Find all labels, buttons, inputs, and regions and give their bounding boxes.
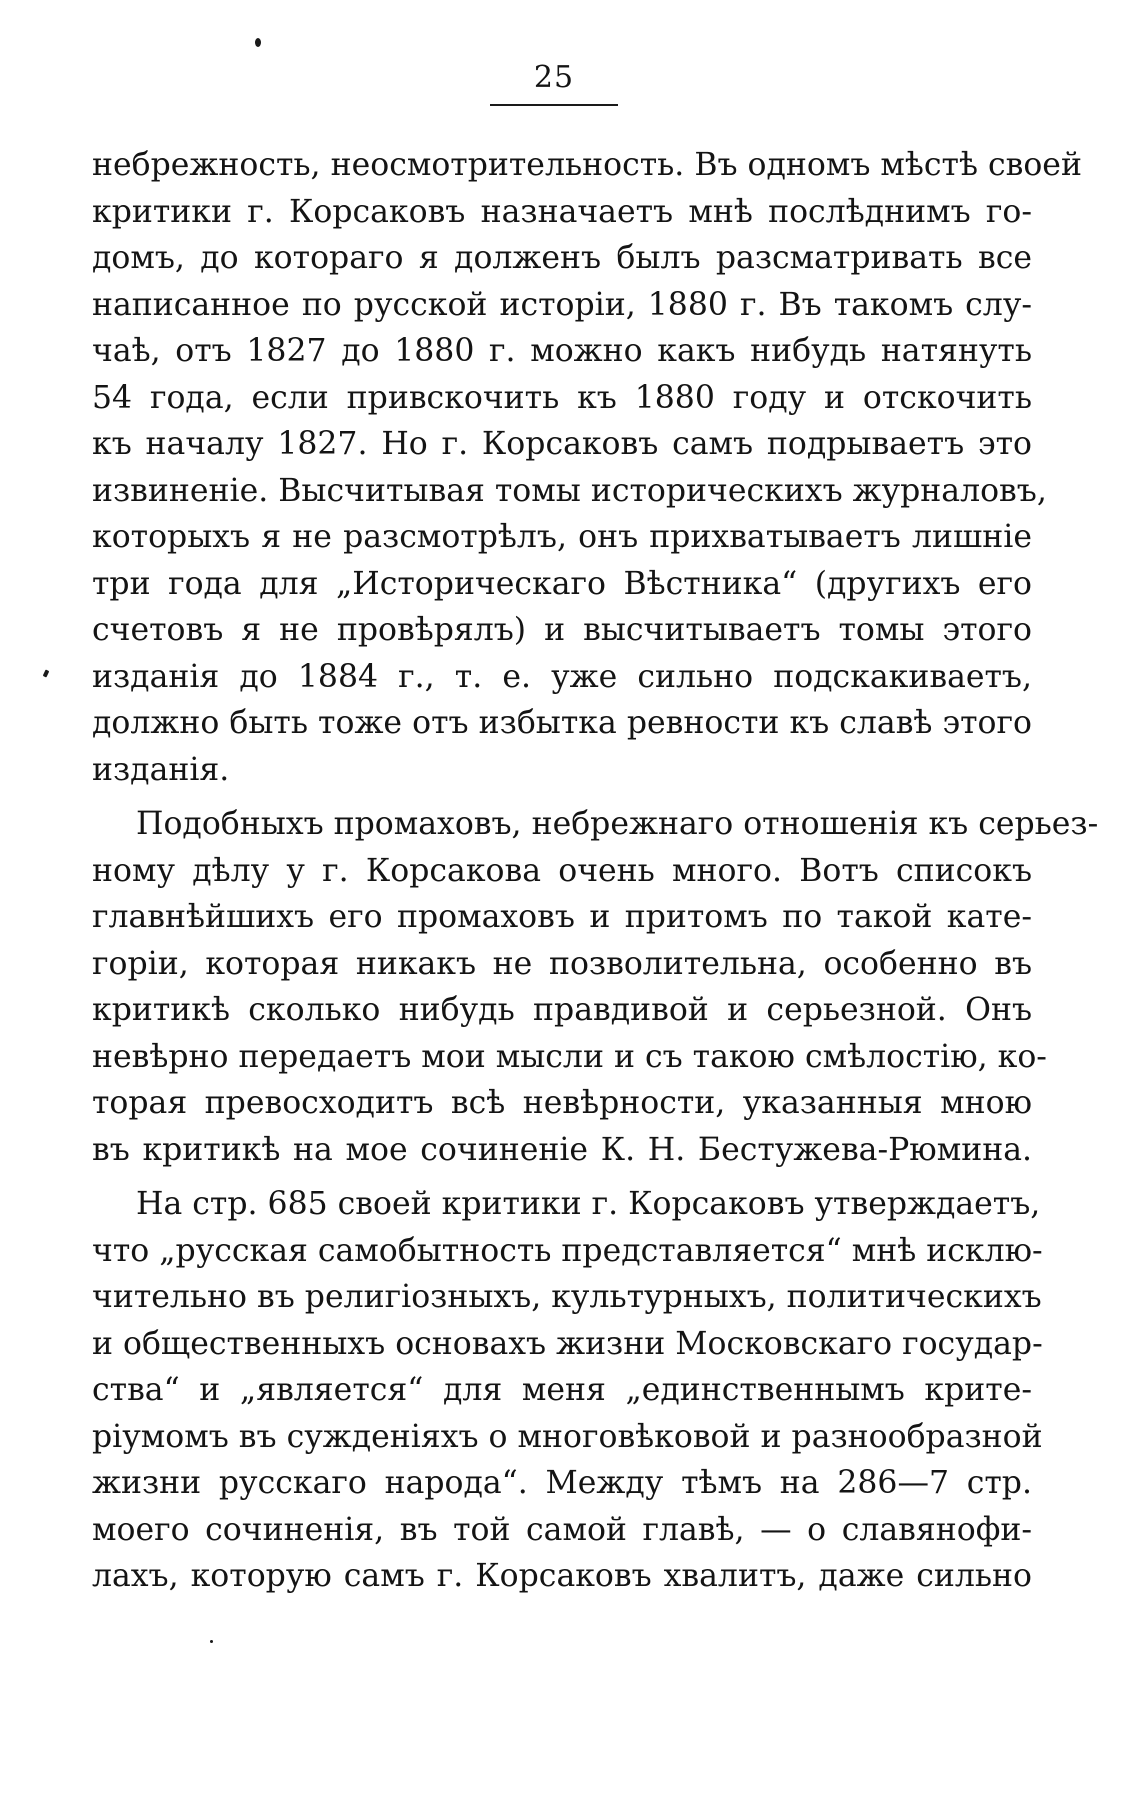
text-line: три года для „Историческаго Вѣстника“ (другихъ его — [92, 565, 1032, 602]
text-line: небрежность, неосмотрительность. Въ одномъ мѣстѣ своей — [92, 147, 1082, 183]
text-line: лахъ, которую самъ г. Корсаковъ хвалитъ, даже сильно — [92, 1558, 1032, 1594]
text-line: ріумомъ въ сужденіяхъ о многовѣковой и разнообразной — [92, 1418, 1043, 1455]
text-line: должно быть тоже отъ избытка ревности къ славѣ этого — [92, 705, 1032, 741]
text-line: написанное по русской исторіи, 1880 г. Въ такомъ слу- — [92, 286, 1032, 323]
text-line: критикѣ сколько нибудь правдивой и серьезной. Онъ — [92, 992, 1032, 1028]
text-line: главнѣйшихъ его промаховъ и притомъ по такой кате- — [92, 899, 1032, 935]
text-line: ства“ и „является“ для меня „единственнымъ крите- — [92, 1372, 1032, 1408]
text-line: ному дѣлу у г. Корсакова очень много. Вотъ списокъ — [92, 852, 1032, 889]
text-line: критики г. Корсаковъ назначаетъ мнѣ послѣднимъ го- — [92, 193, 1032, 230]
body-text — [92, 142, 1099, 1600]
text-line: На стр. 685 своей критики г. Корсаковъ утверждаетъ, — [136, 1186, 1041, 1222]
paragraph-gap — [92, 1173, 1032, 1181]
text-line: счетовъ я не провѣрялъ) и высчитываетъ томы этого — [92, 612, 1032, 648]
print-speck — [255, 38, 261, 47]
text-line: изданія до 1884 г., т. е. уже сильно подскакиваетъ, — [92, 658, 1032, 695]
page-number-rule — [490, 104, 618, 106]
paragraph — [92, 801, 1099, 1173]
text-line: домъ, до котораго я долженъ былъ разсматривать все — [92, 240, 1032, 276]
print-speck — [210, 1640, 213, 1643]
paragraph — [92, 142, 1082, 793]
text-line: Подобныхъ промаховъ, небрежнаго отношенія къ серьез- — [136, 806, 1099, 842]
text-line: чаѣ, отъ 1827 до 1880 г. можно какъ нибудь натянуть — [92, 333, 1032, 369]
text-line: изданія. — [92, 751, 230, 788]
text-line: къ началу 1827. Но г. Корсаковъ самъ подрываетъ это — [92, 426, 1032, 462]
text-line: которыхъ я не разсмотрѣлъ, онъ прихватываетъ лишніе — [92, 519, 1032, 555]
print-speck — [43, 669, 50, 677]
text-line: горіи, которая никакъ не позволительна, особенно въ — [92, 945, 1032, 982]
text-line: извиненіе. Высчитывая томы историческихъ журналовъ, — [92, 472, 1047, 509]
text-line: что „русская самобытность представляется“ мнѣ исклю- — [92, 1232, 1043, 1269]
paragraph — [92, 1181, 1043, 1600]
paragraph-gap — [92, 793, 1032, 801]
text-line: жизни русскаго народа“. Между тѣмъ на 286—7 стр. — [92, 1465, 1032, 1501]
text-line: моего сочиненія, въ той самой главѣ, — о славянофи- — [92, 1511, 1032, 1548]
text-line: и общественныхъ основахъ жизни Московскаго государ- — [92, 1325, 1043, 1362]
text-line: чительно въ религіозныхъ, культурныхъ, политическихъ — [92, 1279, 1042, 1315]
text-line: 54 года, если привскочить къ 1880 году и отскочить — [92, 379, 1032, 416]
text-line: торая превосходитъ всѣ невѣрности, указанныя мною — [92, 1085, 1032, 1121]
page-number: 25 — [533, 60, 575, 95]
text-line: въ критикѣ на мое сочиненіе К. Н. Бестужева-Рюмина. — [92, 1131, 1032, 1168]
text-line: невѣрно передаетъ мои мысли и съ такою смѣлостію, ко- — [92, 1038, 1047, 1075]
